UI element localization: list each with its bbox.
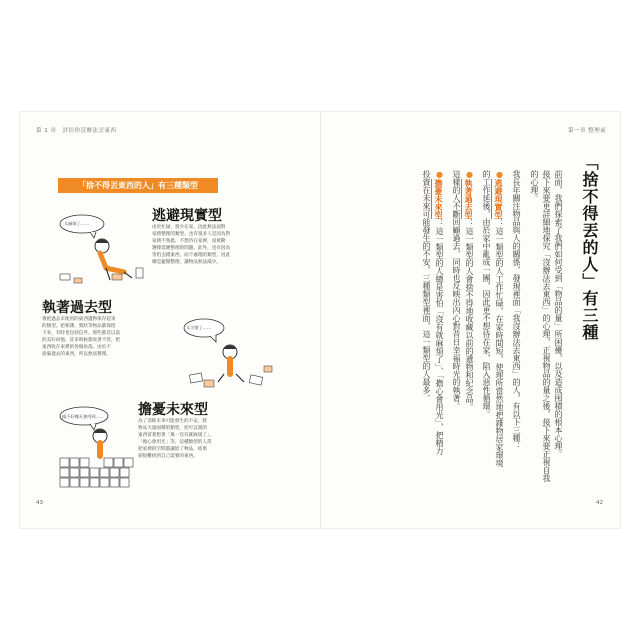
term-past: 執著過去型 xyxy=(464,179,474,219)
item-future-line-2: 投資在未來可能發生的不安，三種類型裡面，這一類型的人最多。 xyxy=(422,170,431,402)
intro-line-3: 的心理。 xyxy=(530,170,539,202)
type-desc-past: 會把過去未使用的東西遺物保存起來 的類型。把相簿、獎狀等物品都保留 下來，有時也包括信件。那些都是以前 的美好回憶，許多時候都放著不管，把 東西收在家裡的各個角落。由於不 捨棄過去的東西，所以無法整理。 xyxy=(42,317,121,357)
item-past-line-1: ●執著過去型：這一類型的人會捨不得地收藏以前的遺物和紀念品。 xyxy=(464,170,474,411)
item-future-line-1: ●擔憂未來型：這一類型的人總是害怕「沒有就麻煩了」、「擔心會用光」，把精力 xyxy=(434,170,444,455)
type-desc-future: 為了消除未來可能發生的不安，將 物品大量囤積的類型，把可以賣的 東西留著想著「萬一沒有就麻煩了」、 「擔心會用光」等，這種類型的人常 把家裡的空間都讓給了物品，結果 卻很難找到自己需要的東西。 xyxy=(138,419,214,459)
item-escape-line-2: 的工作延後，由於家中亂成一團，因此更不想待在家，陷入惡性循環。 xyxy=(482,170,491,418)
person-lying-illustration xyxy=(50,208,150,288)
paragraph-line-1: 我長年關注物品與人的關係，發現裡面「我沒辦法丟東西」的人，有以下三種： xyxy=(512,170,521,450)
intro-line-1: 前面，我們探索了我們如何受到「物品的量」所困擾，以及造成囤積的根本心理。 xyxy=(554,170,563,458)
left-page-number: 43 xyxy=(36,500,43,506)
intro-line-2: 接下來要更詳細地探究「沒辦法丟東西」的心理，正視物品的量之後，接下來要正視自我 xyxy=(542,170,551,482)
book-spread xyxy=(20,112,620,528)
right-page-title: 「捨不得丟的人」有三種 xyxy=(580,154,599,341)
item-past-line-2: 這樣的人不斷回顧過去，同時也反映出內心對昔日幸福時光的執著。 xyxy=(452,170,461,410)
item-escape-line-1: ●逃避現實型：這一類型的人工作忙碌，在家時間短，使理所當然地把雜物居家環境 xyxy=(494,170,504,467)
type-desc-escape: 由於忙碌，很少在家，因此無法面對 家務整理的類型。也有很多人是因為對 家務不熟悉，不想待在家裡，而被動 選擇延遲整理的問題。此外，也有因為 害怕丟錯東西，而不處理的類型，因此 總是避開整理，讓物品無法減少。 xyxy=(152,225,231,265)
bullet-icon: ● xyxy=(435,170,444,179)
right-running-header: 第一章 整理前 xyxy=(568,128,607,134)
term-escape: 逃避現實型 xyxy=(494,179,504,219)
bubble-future: 搞不好哪天會用到…… xyxy=(62,414,104,419)
left-running-header: 第 1 章 評估你沒辦法丟東西 xyxy=(36,128,117,134)
gutter xyxy=(320,112,321,528)
bubble-past: 太可惜了…… xyxy=(186,325,212,330)
bullet-icon: ● xyxy=(465,170,474,179)
right-page-number: 42 xyxy=(596,500,603,506)
type-title-escape: 逃避現實型 xyxy=(152,208,222,224)
type-title-future: 擔憂未來型 xyxy=(138,402,208,418)
section-banner: 「捨不得丟東西的人」有三種類型 xyxy=(58,178,218,193)
bubble-escape: 太麻煩了…… xyxy=(64,221,90,226)
bullet-icon: ● xyxy=(495,170,504,179)
term-future: 擔憂未來型 xyxy=(434,179,444,219)
type-title-past: 執著過去型 xyxy=(42,300,112,316)
